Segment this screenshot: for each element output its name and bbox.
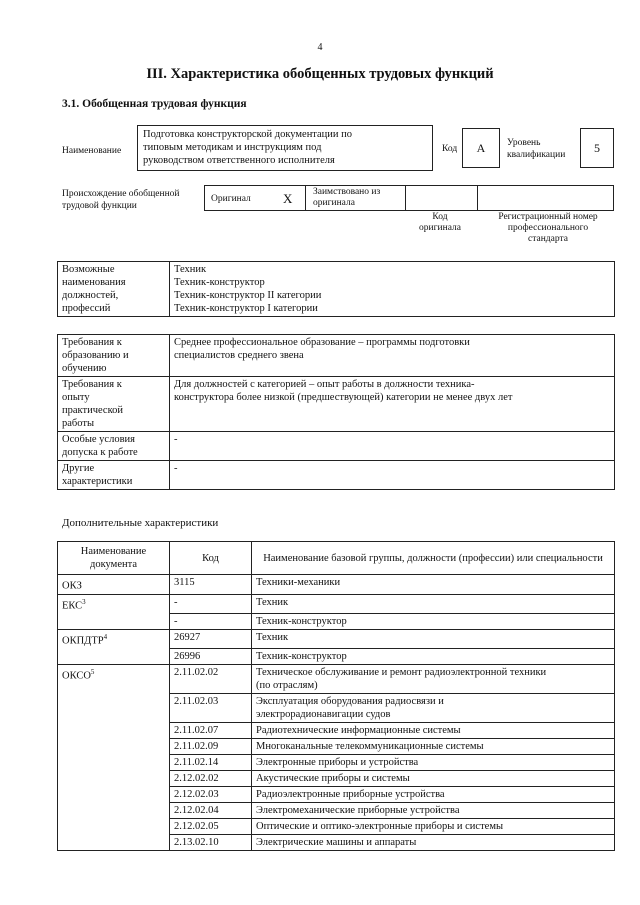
name-line: Техник-конструктор (256, 650, 347, 662)
code-cell: - (170, 594, 252, 613)
origin-code-caption-1: Код (432, 212, 448, 222)
requirement-label-line: допуска к работе (62, 447, 138, 458)
doc-cell (58, 664, 170, 693)
name-line: Техник (256, 631, 289, 643)
requirement-label-line: Требования к (62, 337, 122, 348)
gtf-code-box (462, 128, 500, 168)
gtf-code-value: А (476, 141, 486, 155)
code-cell: 2.11.02.02 (170, 664, 252, 693)
additional-table-header (58, 542, 615, 575)
doc-cell (58, 786, 170, 802)
additional-table (57, 541, 615, 851)
table-row (58, 738, 615, 754)
gtf-name-line3: руководством ответственного исполнителя (143, 155, 335, 166)
table-row (58, 834, 615, 850)
origin-reg-caption-2: профессионального (507, 223, 589, 233)
doc-cell (58, 802, 170, 818)
table-row (58, 629, 615, 648)
gtf-code-label: Код (442, 144, 458, 154)
code-cell: 26927 (170, 629, 252, 648)
requirement-label-cell (58, 432, 170, 461)
origin-divider-3 (477, 186, 478, 210)
table-row (58, 693, 615, 722)
name-cell (252, 770, 615, 786)
doc-name: ОКСО (62, 670, 91, 681)
doc-cell (58, 594, 170, 613)
requirement-value-line: специалистов среднего звена (174, 350, 304, 361)
name-cell (252, 738, 615, 754)
table-row (58, 648, 615, 664)
name-line: Электрические машины и аппараты (256, 836, 417, 848)
requirement-value-cell (170, 461, 615, 490)
name-line: Радиотехнические информационные системы (256, 724, 461, 736)
doc-cell (58, 818, 170, 834)
name-line: Техник (256, 596, 289, 608)
gtf-name-label: Наименование (62, 146, 122, 156)
name-cell (252, 818, 615, 834)
origin-reg-caption-3: стандарта (528, 234, 568, 244)
requirement-label-line: Требования к (62, 379, 122, 390)
name-cell (252, 575, 615, 595)
code-cell: 2.11.02.09 (170, 738, 252, 754)
name-cell (252, 722, 615, 738)
requirement-label-line: образованию и (62, 350, 129, 361)
requirement-value-line: - (174, 463, 178, 474)
name-line: Техническое обслуживание и ремонт радиоэлектронной техники (256, 666, 547, 678)
requirement-value-line: Для должностей с категорией – опыт работы в должности техника- (174, 379, 475, 390)
name-cell (252, 786, 615, 802)
origin-box (204, 185, 614, 211)
code-cell: 26996 (170, 648, 252, 664)
doc-name: ОКЗ (62, 580, 82, 592)
name-line: Техник-конструктор (256, 615, 347, 627)
gtf-name-box (137, 125, 433, 171)
doc-cell (58, 693, 170, 722)
requirement-label-cell (58, 461, 170, 490)
doc-cell (58, 575, 170, 595)
origin-divider-1 (305, 186, 306, 210)
origin-original-label: Оригинал (211, 194, 251, 204)
doc-cell (58, 834, 170, 850)
name-cell (252, 613, 615, 629)
requirements-table (57, 334, 615, 490)
name-cell (252, 754, 615, 770)
name-line: электрорадионавигации судов (256, 708, 391, 720)
requirement-label-line: практической (62, 405, 124, 416)
name-cell (252, 629, 615, 648)
requirement-label-line: опыту (62, 392, 90, 403)
header-code: Код (170, 542, 252, 575)
origin-label-2: трудовой функции (62, 201, 137, 211)
section-title: III. Характеристика обобщенных трудовых функций (146, 66, 494, 82)
table-row (58, 818, 615, 834)
doc-name: ЕКС (62, 600, 83, 611)
requirement-value-line: конструктора более низкой (предшествующей) категории не менее двух лет (174, 392, 513, 403)
origin-code-caption-2: оригинала (419, 223, 461, 233)
requirement-value-cell (170, 377, 615, 432)
doc-cell (58, 722, 170, 738)
positions-table (57, 261, 615, 317)
doc-footnote: 4 (103, 632, 108, 641)
code-cell: 2.12.02.02 (170, 770, 252, 786)
code-cell: 2.13.02.10 (170, 834, 252, 850)
requirement-label-line: Особые условия (62, 434, 135, 445)
table-row (58, 770, 615, 786)
origin-divider-2 (405, 186, 406, 210)
name-line: Техники-механики (256, 577, 341, 588)
requirement-label-cell (58, 377, 170, 432)
requirement-value-cell (170, 335, 615, 377)
position-item: Техник-конструктор (174, 277, 265, 288)
table-row (58, 754, 615, 770)
table-row (58, 594, 615, 613)
name-line: Оптические и оптико-электронные приборы и системы (256, 820, 504, 832)
origin-borrowed-label-1: Заимствовано из (313, 187, 381, 197)
requirement-row-other (58, 461, 615, 490)
positions-label-3: должностей, (62, 290, 119, 301)
doc-name: ОКПДТР (62, 635, 104, 646)
table-row (58, 664, 615, 693)
requirement-value-line: - (174, 434, 178, 445)
header-doc: Наименование документа (58, 542, 170, 575)
code-cell: 3115 (170, 575, 252, 595)
positions-list-cell (170, 262, 615, 317)
origin-reg-caption-1: Регистрационный номер (498, 212, 598, 222)
gtf-level-box (580, 128, 614, 168)
name-cell (252, 834, 615, 850)
code-cell: 2.11.02.14 (170, 754, 252, 770)
gtf-name-line1: Подготовка конструкторской документации по (143, 129, 353, 140)
requirement-label-cell (58, 335, 170, 377)
name-line: (по отраслям) (256, 679, 318, 691)
name-line: Электромеханические приборные устройства (256, 804, 460, 816)
table-row (58, 786, 615, 802)
code-cell: 2.11.02.07 (170, 722, 252, 738)
table-row (58, 722, 615, 738)
doc-cell (58, 738, 170, 754)
table-row (58, 575, 615, 595)
table-row (58, 613, 615, 629)
doc-cell (58, 754, 170, 770)
position-item: Техник-конструктор I категории (174, 303, 318, 314)
name-cell (252, 693, 615, 722)
doc-cell (58, 629, 170, 648)
code-cell: 2.12.02.03 (170, 786, 252, 802)
additional-title: Дополнительные характеристики (62, 517, 219, 529)
doc-cell (58, 613, 170, 629)
positions-label-2: наименования (62, 277, 126, 288)
origin-original-mark: X (283, 191, 293, 206)
requirement-row-education (58, 335, 615, 377)
requirement-row-experience (58, 377, 615, 432)
gtf-level-value: 5 (594, 141, 600, 155)
gtf-level-label-1: Уровень (507, 138, 541, 148)
code-cell: - (170, 613, 252, 629)
name-cell (252, 594, 615, 613)
gtf-name-line2: типовым методикам и инструкциям под (143, 142, 322, 153)
origin-label-1: Происхождение обобщенной (62, 189, 180, 199)
subsection-title: 3.1. Обобщенная трудовая функция (62, 98, 247, 110)
code-cell: 2.12.02.04 (170, 802, 252, 818)
gtf-level-label-2: квалификации (507, 150, 566, 160)
name-cell (252, 664, 615, 693)
requirement-label-line: Другие (62, 463, 95, 474)
requirement-row-special-conditions (58, 432, 615, 461)
doc-footnote: 3 (82, 597, 86, 606)
name-line: Радиоэлектронные приборные устройства (256, 788, 445, 800)
requirement-label-line: работы (62, 418, 95, 429)
name-cell (252, 648, 615, 664)
positions-label-4: профессий (62, 303, 111, 314)
name-line: Многоканальные телекоммуникационные системы (256, 740, 484, 752)
doc-cell (58, 770, 170, 786)
origin-borrowed-label-2: оригинала (313, 198, 355, 208)
doc-cell (58, 648, 170, 664)
positions-label-1: Возможные (62, 264, 115, 275)
code-cell: 2.12.02.05 (170, 818, 252, 834)
requirement-label-line: характеристики (62, 476, 133, 487)
name-line: Электронные приборы и устройства (256, 756, 419, 768)
name-cell (252, 802, 615, 818)
name-line: Эксплуатация оборудования радиосвязи и (256, 695, 444, 707)
name-line: Акустические приборы и системы (256, 772, 410, 784)
position-item: Техник-конструктор II категории (174, 290, 322, 301)
code-cell: 2.11.02.03 (170, 693, 252, 722)
table-row (58, 802, 615, 818)
positions-label-cell (58, 262, 170, 317)
requirement-value-cell (170, 432, 615, 461)
position-item: Техник (174, 264, 207, 275)
requirement-label-line: обучению (62, 363, 107, 374)
page-number: 4 (317, 42, 323, 53)
requirement-value-line: Среднее профессиональное образование – программы подготовки (174, 337, 470, 348)
header-name: Наименование базовой группы, должности (профессии) или специальности (252, 542, 615, 575)
doc-footnote: 5 (90, 667, 95, 676)
